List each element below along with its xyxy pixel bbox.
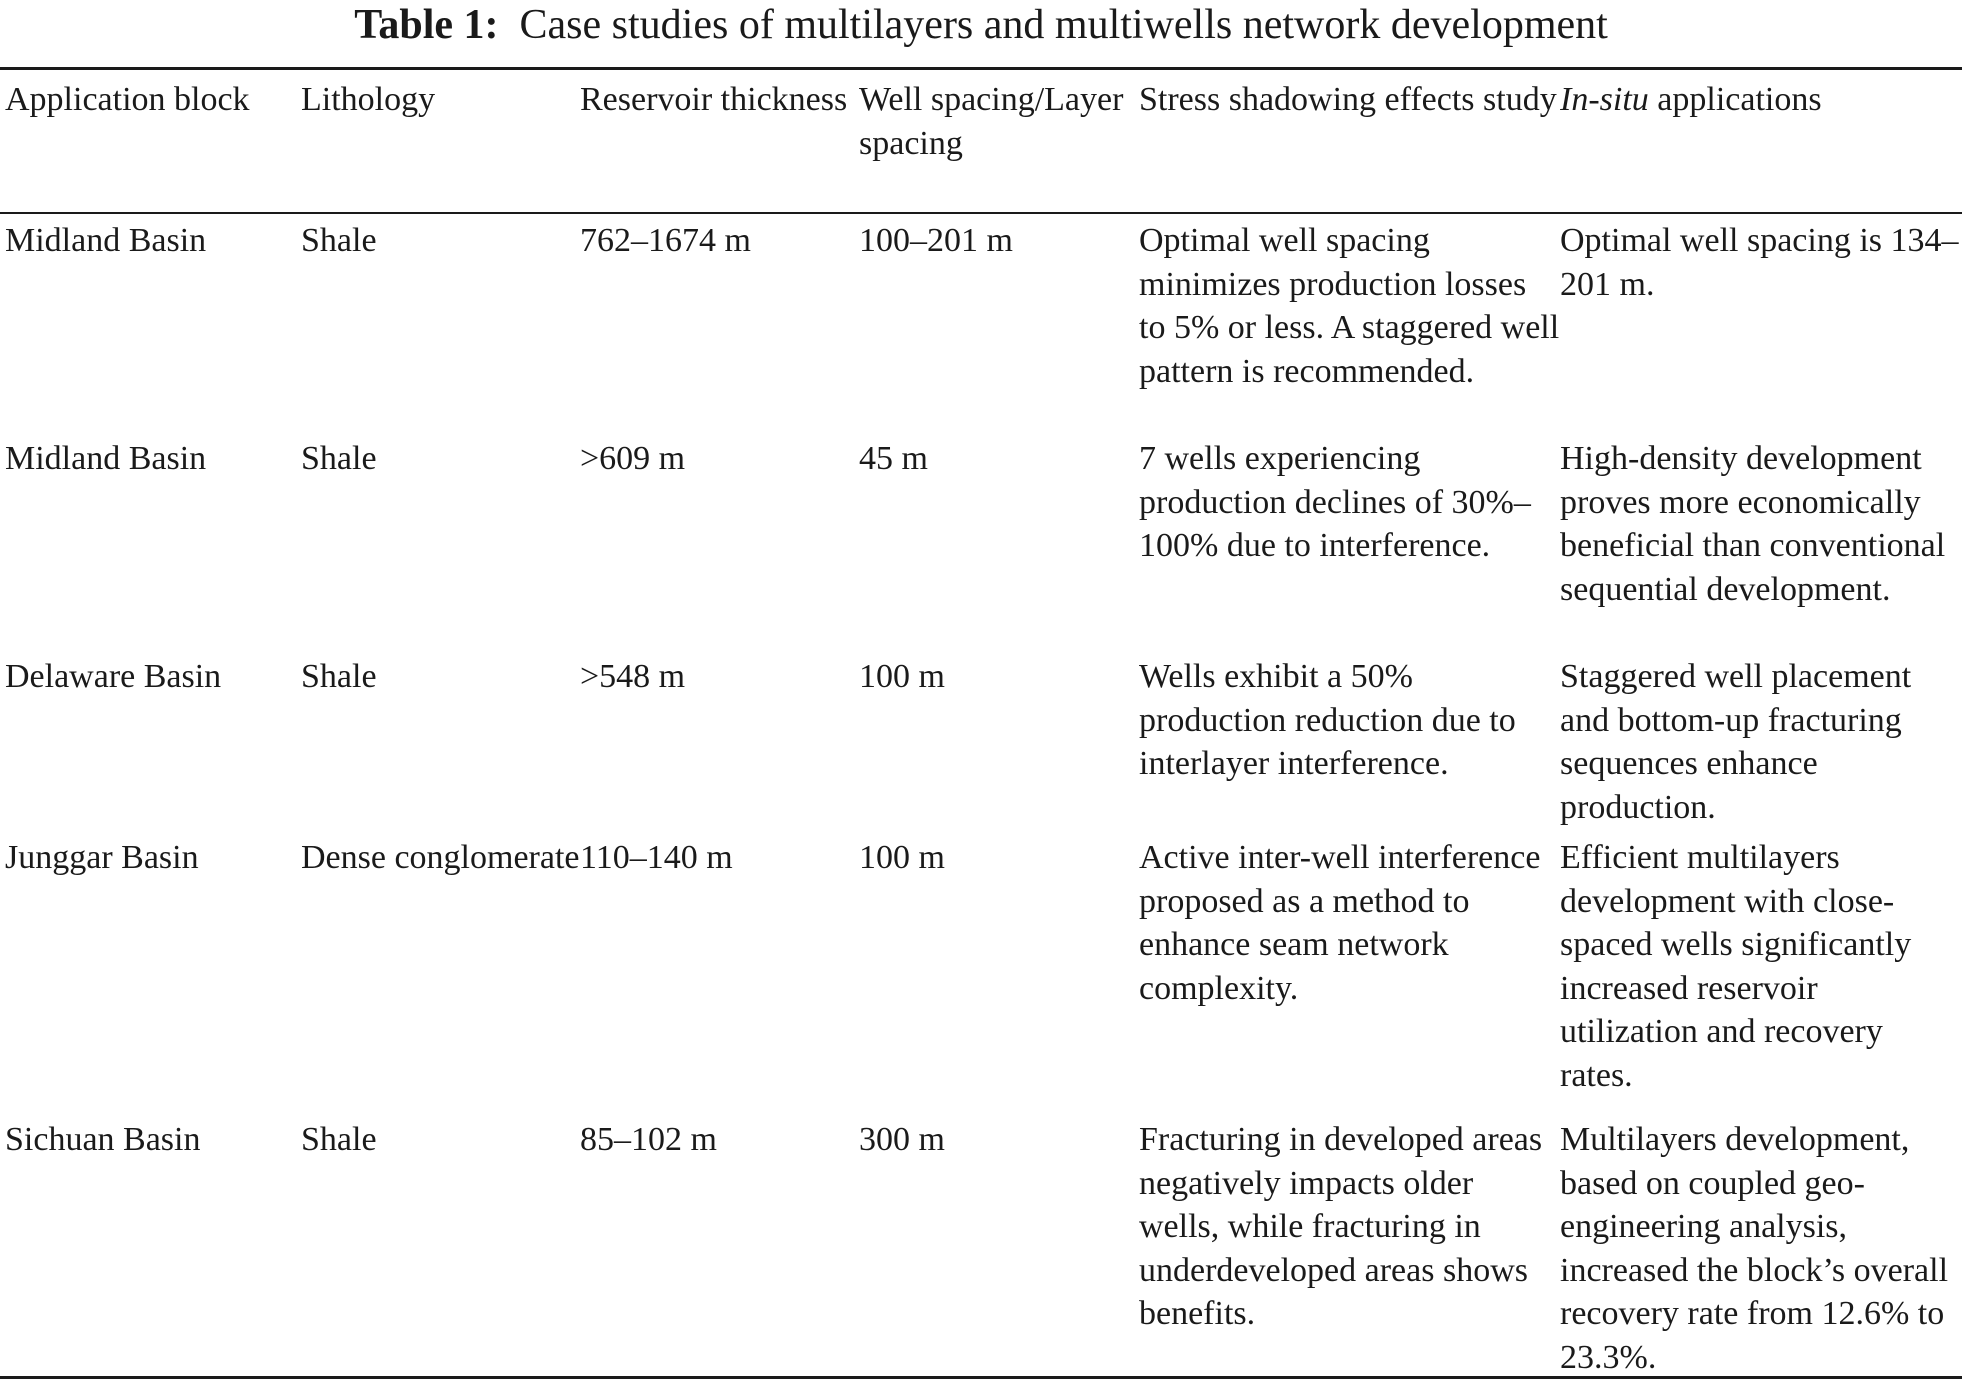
- cell-stress-shadowing: Active inter-well interference proposed as a method to enhance seam network complexity.: [1139, 839, 1541, 1007]
- cell-lithology: Shale: [301, 1121, 377, 1158]
- cell-reservoir-thickness: >609 m: [580, 440, 686, 477]
- header-application-block: Application block: [5, 81, 250, 118]
- cell-lithology: Shale: [301, 222, 377, 259]
- caption-label: Table 1:: [354, 2, 499, 48]
- cell-insitu-applications: Efficient multilayers development with close-spaced wells significantly increased reservoir utilization and recovery rates.: [1560, 839, 1912, 1094]
- cell-insitu-applications: Optimal well spacing is 134–201 m.: [1560, 222, 1959, 303]
- cell-insitu-applications: Multilayers development, based on coupled geo-engineering analysis, increased the block’s overall recovery rate from 12.6% to 23.3%.: [1560, 1121, 1949, 1376]
- cell-application-block: Midland Basin: [5, 222, 207, 259]
- caption-text: Case studies of multilayers and multiwells network development: [519, 2, 1608, 48]
- cell-application-block: Sichuan Basin: [5, 1121, 201, 1158]
- cell-reservoir-thickness: 85–102 m: [580, 1121, 717, 1158]
- cell-application-block: Delaware Basin: [5, 658, 222, 695]
- header-row: [0, 78, 1962, 212]
- cell-well-spacing: 300 m: [859, 1121, 945, 1158]
- header-reservoir-thickness: Reservoir thickness: [580, 81, 848, 118]
- header-insitu-rest: applications: [1648, 81, 1822, 118]
- cell-well-spacing: 45 m: [859, 440, 928, 477]
- cell-stress-shadowing: Fracturing in developed areas negatively impacts older wells, while fracturing in underdeveloped areas shows benefits.: [1139, 1121, 1543, 1332]
- cell-well-spacing: 100–201 m: [859, 222, 1013, 259]
- cell-reservoir-thickness: 110–140 m: [580, 839, 733, 876]
- case-studies-table: [0, 78, 1962, 1379]
- table-row: [0, 1111, 1962, 1379]
- header-insitu-applications: [1560, 78, 1962, 212]
- cell-insitu-applications: High-density development proves more economically beneficial than conventional sequential development.: [1560, 440, 1946, 608]
- cell-insitu-applications: Staggered well placement and bottom-up fracturing sequences enhance production.: [1560, 658, 1912, 826]
- cell-well-spacing: 100 m: [859, 839, 945, 876]
- cell-stress-shadowing: Optimal well spacing minimizes production losses to 5% or less. A staggered well pattern is recommended.: [1139, 222, 1560, 390]
- table-row: [0, 430, 1962, 648]
- cell-stress-shadowing: 7 wells experiencing production declines of 30%–100% due to interference.: [1139, 440, 1531, 564]
- table-row: [0, 648, 1962, 829]
- cell-lithology: Shale: [301, 658, 377, 695]
- header-lithology: Lithology: [301, 81, 436, 118]
- header-insitu-italic: In-situ: [1560, 81, 1649, 118]
- cell-reservoir-thickness: 762–1674 m: [580, 222, 751, 259]
- table-caption: [0, 0, 1962, 50]
- header-stress-shadowing: Stress shadowing effects study: [1139, 81, 1557, 118]
- table-row: [0, 829, 1962, 1111]
- header-well-spacing: Well spacing/Layer spacing: [859, 81, 1124, 162]
- cell-lithology: Shale: [301, 440, 377, 477]
- cell-application-block: Junggar Basin: [5, 839, 199, 876]
- cell-reservoir-thickness: >548 m: [580, 658, 686, 695]
- cell-application-block: Midland Basin: [5, 440, 207, 477]
- top-rule: [0, 67, 1962, 70]
- cell-stress-shadowing: Wells exhibit a 50% production reduction due to interlayer interference.: [1139, 658, 1516, 782]
- cell-lithology: Dense conglomerate: [301, 839, 580, 876]
- table-row: [0, 212, 1962, 430]
- cell-well-spacing: 100 m: [859, 658, 945, 695]
